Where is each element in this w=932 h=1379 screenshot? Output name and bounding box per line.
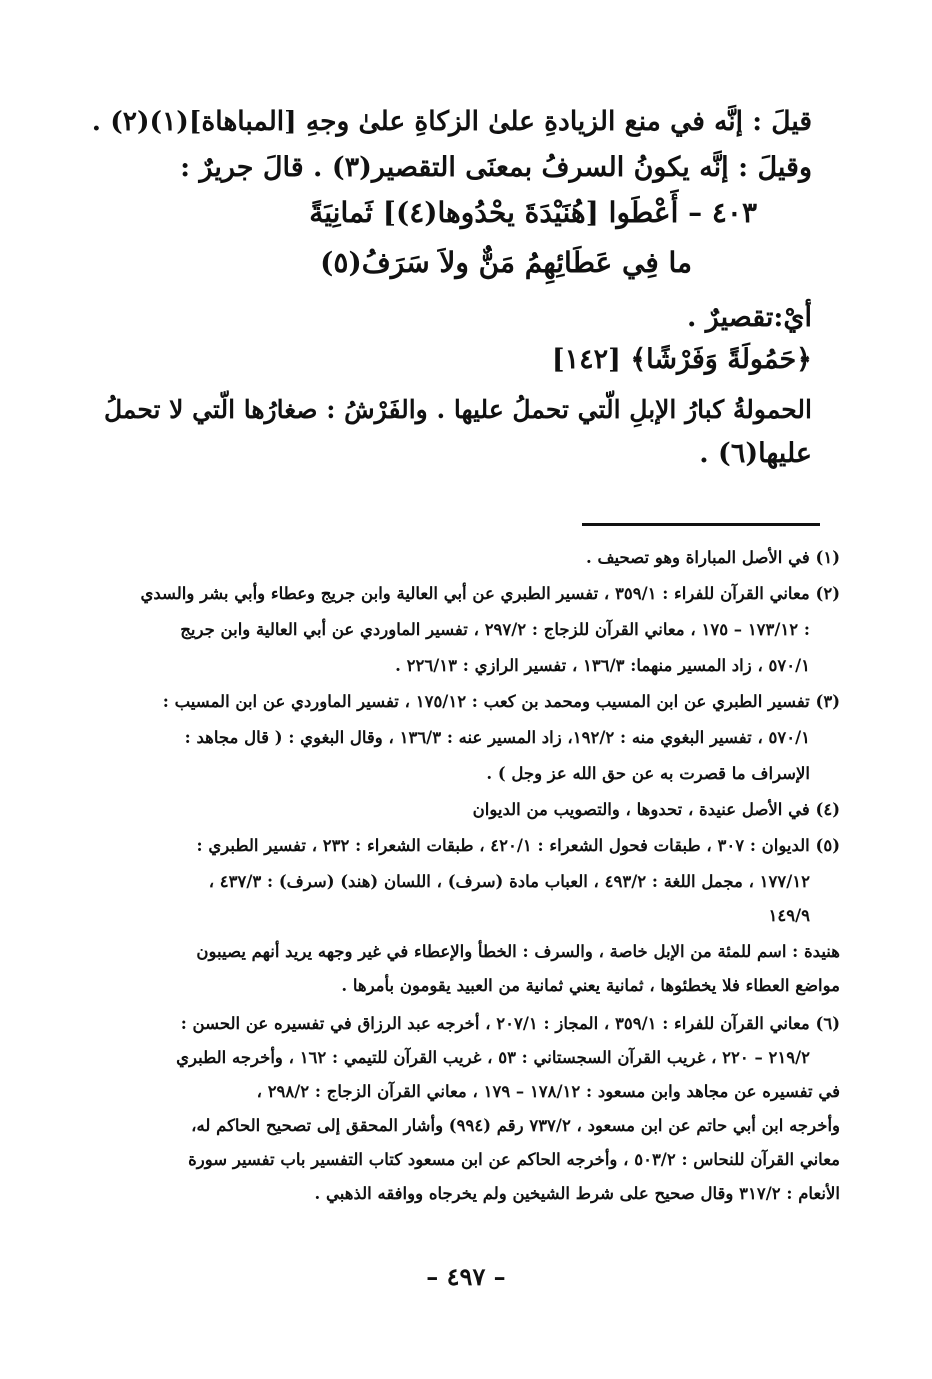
footnote-5-gloss-line-1: هنيدة : اسم للمئة من الإبل خاصة ، والسرف : الخطأ والإعطاء في غير وجهه يريد أنهم يصيبون (196, 942, 840, 961)
footnote-5-gloss-line-2: مواضع العطاء فلا يخطئوها ، ثمانية يعني ثمانية من العبيد يقومون بأمرها . (341, 976, 840, 995)
footnote-2-line-2: : ١٧٣/١٢ – ١٧٥ ، معاني القرآن للزجاج : ٢٩٧/٢ ، تفسير الماوردي عن أبي العالية وابن جريج (180, 620, 810, 639)
main-line-1: قيلَ : إنَّه في منع الزيادةِ علىٰ الزكاةِ علىٰ وجهِ [المباهاة](١)(٢) . (91, 106, 812, 137)
page-number: – ٤٩٧ – (426, 1262, 506, 1291)
quran-verse-ref: ﴿حَمُولَةً وَفَرْشًا﴾ [١٤٢] (551, 344, 812, 375)
footnote-5-line-3: ١٤٩/٩ (768, 906, 810, 925)
footnote-3-line-1: (٣) تفسير الطبري عن ابن المسيب ومحمد بن كعب : ١٧٥/١٢ ، تفسير الماوردي عن ابن المسيب : (162, 692, 840, 711)
footnote-6-line-6: الأنعام : ٣١٧/٢ وقال صحيح على شرط الشيخين ولم يخرجاه ووافقه الذهبي . (314, 1184, 840, 1203)
footnote-2-line-3: ٥٧٠/١ ، زاد المسير منهما: ١٣٦/٣ ، تفسير الرازي : ٢٢٦/١٣ . (395, 656, 810, 675)
main-line-4: الحمولةُ كبارُ الإبلِ الّتي تحملُ عليها . والفَرْشُ : صغارُها الّتي لا تحملُ (103, 395, 812, 424)
footnote-6-line-2: ٢١٩/٢ – ٢٢٠ ، غريب القرآن السجستاني : ٥٣ ، غريب القرآن للتيمي : ١٦٢ ، وأخرجه الطبري (176, 1048, 810, 1067)
footnote-6-line-1: (٦) معاني القرآن للفراء : ٣٥٩/١ ، المجاز : ٢٠٧/١ ، أخرجه عبد الرزاق في تفسيره عن الحسن : (180, 1014, 840, 1033)
footnote-6-line-5: معاني القرآن للنحاس : ٥٠٣/٢ ، وأخرجه الحاكم عن ابن مسعود كتاب التفسير باب تفسير سورة (188, 1150, 840, 1169)
footnote-6-line-4: وأخرجه ابن أبي حاتم عن ابن مسعود ، ٧٣٧/٢ رقم (٩٩٤) وأشار المحقق إلى تصحيح الحاكم له، (191, 1116, 840, 1135)
main-line-3: أيْ:تقصيرٌ . (686, 302, 812, 333)
footnote-2-line-1: (٢) معاني القرآن للفراء : ٣٥٩/١ ، تفسير الطبري عن أبي العالية وابن جريج وعطاء وأبي بشر والسدي (140, 584, 840, 603)
footnote-4: (٤) في الأصل عنيدة ، تحدوها ، والتصويب من الديوان (472, 800, 840, 819)
main-line-5: عليها(٦) . (699, 438, 812, 469)
verse-line-1: ٤٠٣ – أَعْطَوا [هُنَيْدَةَ يحْدُوها(٤)] ثَمانِيَةً (309, 196, 757, 229)
footnote-3-line-2: ٥٧٠/١ ، تفسير البغوي منه : ١٩٢/٢، زاد المسير عنه : ١٣٦/٣ ، وقال البغوي : ( قال مجاهد : (184, 728, 810, 747)
footnote-separator (582, 523, 820, 526)
footnote-1: (١) في الأصل المباراة وهو تصحيف . (585, 548, 840, 567)
verse-line-2: ما فِي عَطَائِهِمُ مَنٌّ ولاَ سَرَفُ(٥) (320, 246, 692, 279)
footnote-5-line-1: (٥) الديوان : ٣٠٧ ، طبقات فحول الشعراء : ٤٢٠/١ ، طبقات الشعراء : ٢٣٢ ، تفسير الطبري : (196, 836, 840, 855)
footnote-3-line-3: الإسراف ما قصرت به عن حق الله عز وجل ) . (486, 764, 810, 783)
footnote-5-line-2: ١٧٧/١٢ ، مجمل اللغة : ٤٩٣/٢ ، العباب مادة (سرف) ، اللسان (هند) (سرف) : ٤٣٧/٣ ، (208, 872, 810, 891)
footnote-6-line-3: في تفسيره عن مجاهد وابن مسعود : ١٧٨/١٢ – ١٧٩ ، معاني القرآن الزجاج : ٢٩٨/٢ ، (256, 1082, 840, 1101)
main-line-2: وقيلَ : إنَّه يكونُ السرفُ بمعنَى التقصير(٣) . قالَ جريرٌ : (180, 152, 812, 183)
